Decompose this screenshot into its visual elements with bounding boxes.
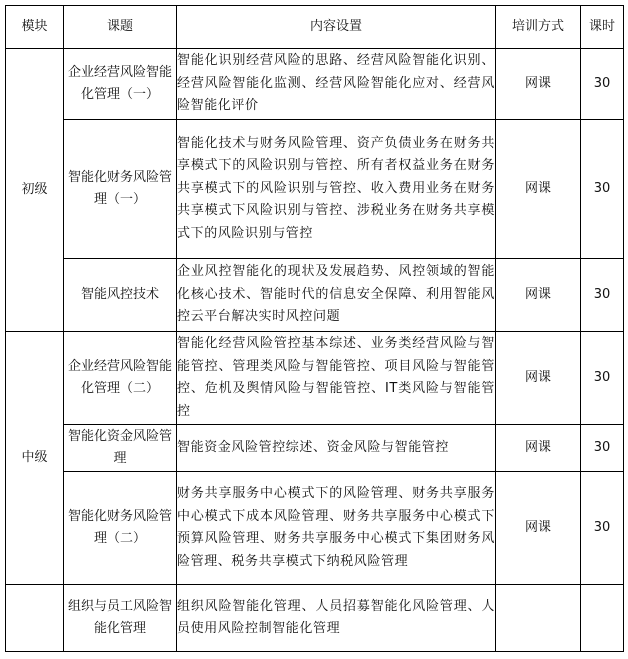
method-cell: 网课 xyxy=(496,259,581,332)
content-cell: 智能化识别经营风险的思路、经营风险智能化识别、经营风险智能化监测、经营风险智能化应对、经营风险智能化评价 xyxy=(177,49,496,120)
content-cell: 组织风险智能化管理、人员招募智能化风险管理、人员使用风险控制智能化管理 xyxy=(177,585,496,652)
method-cell: 网课 xyxy=(496,120,581,259)
method-cell: 网课 xyxy=(496,49,581,120)
method-cell: 网课 xyxy=(496,332,581,425)
hours-cell: 30 xyxy=(581,425,624,472)
topic-cell: 智能化财务风险管理（一） xyxy=(64,120,177,259)
content-cell: 财务共享服务中心模式下的风险管理、财务共享服务中心模式下成本风险管理、财务共享服务中心模式下预算风险管理、财务共享服务中心模式下集团财务风险管理、税务共享模式下纳税风险管理 xyxy=(177,472,496,585)
header-method: 培训方式 xyxy=(496,6,581,49)
module-primary: 初级 xyxy=(6,49,64,332)
table-row xyxy=(6,472,624,585)
table-row xyxy=(6,120,624,259)
module-intermediate: 中级 xyxy=(6,332,64,585)
course-table xyxy=(5,5,624,652)
module-third xyxy=(6,585,64,652)
table-row xyxy=(6,49,624,120)
header-row xyxy=(6,6,624,49)
topic-cell: 智能化资金风险管理 xyxy=(64,425,177,472)
topic-cell: 组织与员工风险智能化管理 xyxy=(64,585,177,652)
hours-cell: 30 xyxy=(581,49,624,120)
hours-cell xyxy=(581,585,624,652)
table-row xyxy=(6,259,624,332)
table-row xyxy=(6,332,624,425)
content-cell: 企业风控智能化的现状及发展趋势、风控领域的智能化核心技术、智能时代的信息安全保障、利用智能风控云平台解决实时风控问题 xyxy=(177,259,496,332)
table-row xyxy=(6,585,624,652)
header-content: 内容设置 xyxy=(177,6,496,49)
topic-cell: 智能风控技术 xyxy=(64,259,177,332)
method-cell: 网课 xyxy=(496,425,581,472)
topic-cell: 企业经营风险智能化管理（一） xyxy=(64,49,177,120)
content-cell: 智能资金风险管控综述、资金风险与智能管控 xyxy=(177,425,496,472)
hours-cell: 30 xyxy=(581,332,624,425)
topic-cell: 智能化财务风险管理（二） xyxy=(64,472,177,585)
header-hours: 课时 xyxy=(581,6,624,49)
table-row xyxy=(6,425,624,472)
topic-cell: 企业经营风险智能化管理（二） xyxy=(64,332,177,425)
header-topic: 课题 xyxy=(64,6,177,49)
method-cell: 网课 xyxy=(496,472,581,585)
hours-cell: 30 xyxy=(581,472,624,585)
header-module: 模块 xyxy=(6,6,64,49)
hours-cell: 30 xyxy=(581,259,624,332)
content-cell: 智能化经营风险管控基本综述、业务类经营风险与智能管控、管理类风险与智能管控、项目风险与智能管控、危机及舆情风险与智能管控、IT类风险与智能管控 xyxy=(177,332,496,425)
hours-cell: 30 xyxy=(581,120,624,259)
content-cell: 智能化技术与财务风险管理、资产负债业务在财务共享模式下的风险识别与管控、所有者权益业务在财务共享模式下的风险识别与管控、收入费用业务在财务共享模式下风险识别与管控、涉税业务在财务共享模式下的风险识别与管控 xyxy=(177,120,496,259)
method-cell xyxy=(496,585,581,652)
